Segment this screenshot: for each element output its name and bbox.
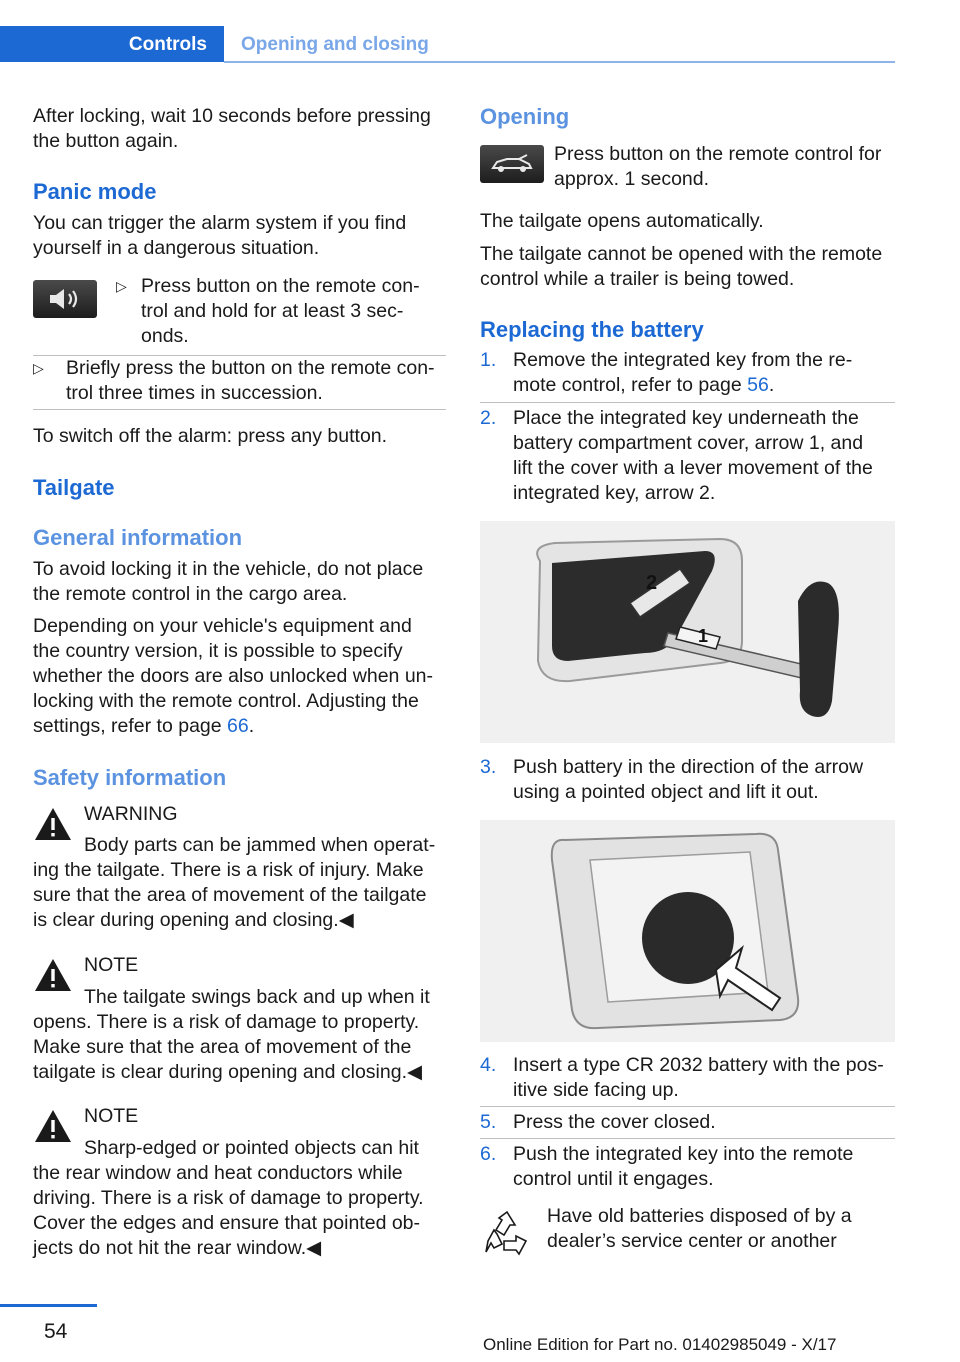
chapter-tab[interactable] bbox=[0, 26, 224, 62]
panic-heading: Panic mode bbox=[33, 179, 157, 204]
page-number: 54 bbox=[44, 1320, 68, 1343]
opening-heading: Opening bbox=[480, 104, 570, 129]
edition-text: Online Edition for Part no. 01402985049 - X/17 bbox=[483, 1335, 837, 1354]
footer-rule bbox=[0, 1304, 97, 1307]
intro-text: After locking, wait 10 seconds before pressing the button again. bbox=[33, 105, 431, 152]
note-triangle-icon bbox=[33, 957, 73, 993]
step-5-text: Press the cover closed. bbox=[513, 1111, 716, 1133]
tailgate-heading: Tailgate bbox=[33, 475, 115, 500]
separator bbox=[33, 409, 446, 410]
panic-desc: You can trigger the alarm system if you find yourself in a dangerous situation. bbox=[33, 212, 407, 259]
opening-p1: The tailgate opens automatically. bbox=[480, 210, 764, 232]
page-link-56[interactable]: 56 bbox=[747, 374, 769, 396]
separator bbox=[480, 1138, 895, 1139]
switch-off-text: To switch off the alarm: press any button. bbox=[33, 425, 388, 447]
battery-heading: Replacing the battery bbox=[480, 317, 704, 342]
step-4-text: Insert a type CR 2032 battery with the pos- itive side facing up. bbox=[513, 1054, 884, 1101]
separator bbox=[480, 1106, 895, 1107]
step-2-text: Place the integrated key underneath the battery compartment cover, arrow 1, and lift the cover with a lever movement of the integrated key, arrow 2. bbox=[513, 407, 873, 504]
section-tab[interactable] bbox=[224, 26, 895, 62]
panic-button-icon bbox=[33, 280, 97, 318]
section-label: Opening and closing bbox=[241, 33, 429, 55]
step-6-text: Push the integrated key into the remote control until it engages. bbox=[513, 1143, 854, 1190]
step-number: 3. bbox=[480, 756, 497, 778]
general-p2: Depending on your vehicle's equipment and the country version, it is possible to specify whether the doors are also unlocked when un- locking with the remote control. Adjusting the settings, refer to page 66. bbox=[33, 615, 433, 737]
page-link-66[interactable]: 66 bbox=[227, 715, 249, 737]
step-number: 4. bbox=[480, 1054, 497, 1076]
recycle-icon bbox=[482, 1208, 532, 1260]
warning-body: ing the tailgate. There is a risk of injury. Make sure that the area of movement of the tailgate is clear during opening and closing.◀ bbox=[33, 859, 427, 931]
note-triangle-icon bbox=[33, 1108, 73, 1144]
chapter-label: Controls bbox=[128, 33, 207, 55]
step-1-text: Remove the integrated key from the re- mote control, refer to page 56. bbox=[513, 349, 853, 396]
opening-instruction: Press button on the remote control for approx. 1 second. bbox=[554, 143, 882, 190]
panic-option-2: Briefly press the button on the remote con- trol three times in succession. bbox=[66, 357, 435, 404]
step-number: 1. bbox=[480, 349, 497, 371]
disposal-text: Have old batteries disposed of by a dealer’s service center or another bbox=[547, 1205, 852, 1252]
opening-p2: The tailgate cannot be opened with the remote control while a trailer is being towed. bbox=[480, 243, 883, 290]
key-cover-figure bbox=[480, 521, 895, 743]
warning-title: WARNING bbox=[84, 803, 178, 825]
note2-line-1: Sharp-edged or pointed objects can hit bbox=[84, 1137, 419, 1159]
step-number: 6. bbox=[480, 1143, 497, 1165]
note1-line-1: The tailgate swings back and up when it bbox=[84, 986, 430, 1008]
warning-triangle-icon bbox=[33, 806, 73, 842]
step-number: 2. bbox=[480, 407, 497, 429]
tailgate-button-icon bbox=[480, 145, 544, 183]
note1-title: NOTE bbox=[84, 954, 139, 976]
option-arrow-icon: ▷ bbox=[33, 360, 44, 376]
general-info-heading: General information bbox=[33, 525, 243, 550]
step-3-text: Push battery in the direction of the arrow using a pointed object and lift it out. bbox=[513, 756, 864, 803]
separator bbox=[480, 402, 895, 403]
fig-label-1: 1 bbox=[698, 626, 709, 646]
safety-heading: Safety information bbox=[33, 765, 227, 790]
general-p1: To avoid locking it in the vehicle, do not place the remote control in the cargo area. bbox=[33, 558, 424, 605]
fig-label-2: 2 bbox=[646, 572, 658, 594]
option-arrow-icon: ▷ bbox=[116, 278, 127, 294]
battery-removal-figure bbox=[480, 820, 895, 1042]
panic-option-1: Press button on the remote con- trol and hold for at least 3 sec- onds. bbox=[141, 275, 420, 347]
note2-body: the rear window and heat conductors while driving. There is a risk of damage to property. Cover the edges and ensure that pointed ob- jects do not hit the rear window.◀ bbox=[33, 1162, 424, 1259]
step-number: 5. bbox=[480, 1111, 497, 1133]
note2-title: NOTE bbox=[84, 1105, 139, 1127]
header-rule bbox=[224, 61, 895, 63]
note1-body: opens. There is a risk of damage to property. Make sure that the area of movement of the tailgate is clear during opening and closing.◀ bbox=[33, 1011, 422, 1083]
warning-line-1: Body parts can be jammed when operat- bbox=[84, 834, 436, 856]
